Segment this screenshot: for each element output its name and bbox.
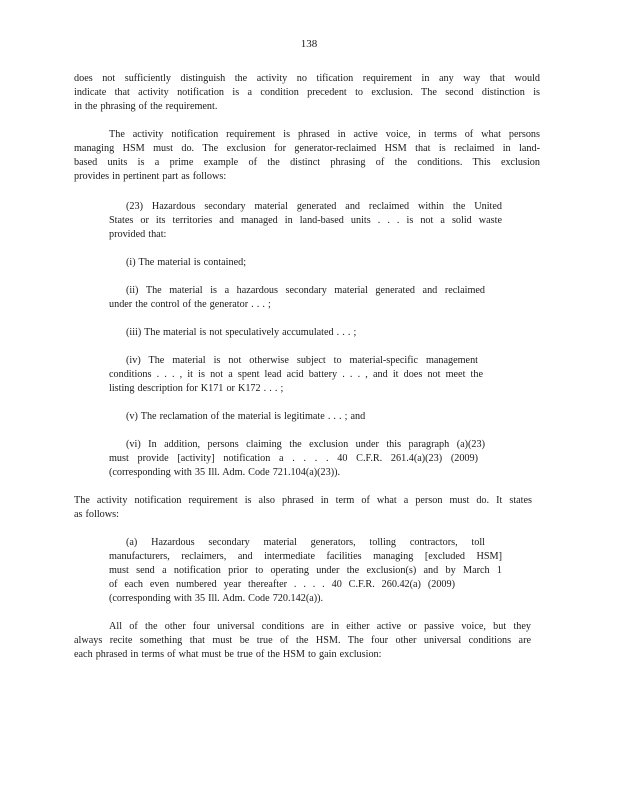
text-line: (corresponding with 35 Ill. Adm. Code 720.142(a)). <box>109 593 324 604</box>
block-quote-vi <box>109 438 502 480</box>
block-quote-i <box>109 256 502 270</box>
text-line: (iii) The material is not speculatively accumulated . . . ; <box>126 327 357 338</box>
text-line: States or its territories and managed in land-based units . . . is not a solid waste <box>109 215 502 226</box>
text-line: The activity notification requirement is also phrased in term of what a person must do. It states <box>74 495 532 506</box>
text-line: conditions . . . , it is not a spent lead acid battery . . . , and it does not meet the <box>109 369 483 380</box>
text-line: (v) The reclamation of the material is legitimate . . . ; and <box>126 411 366 422</box>
block-quote-a <box>109 536 502 606</box>
text-line: must send a notification prior to operating under the exclusion(s) and by March 1 <box>109 565 502 576</box>
text-line: each phrased in terms of what must be true of the HSM to gain exclusion: <box>74 649 382 660</box>
block-quote-v <box>109 410 502 424</box>
text-line: in the phrasing of the requirement. <box>74 101 218 112</box>
block-quote-23 <box>109 200 502 242</box>
block-quote-iii <box>109 326 502 340</box>
block-quote-iv <box>109 354 502 396</box>
text-line: under the control of the generator . . . ; <box>109 299 271 310</box>
paragraph-4 <box>74 620 540 662</box>
text-line: must provide [activity] notification a . . . . 40 C.F.R. 261.4(a)(23) (2009) <box>109 453 478 464</box>
text-line: managing HSM must do. The exclusion for generator-reclaimed HSM that is reclaimed in land- <box>74 143 540 154</box>
text-line: (i) The material is contained; <box>126 257 247 268</box>
text-line: always recite something that must be true of the HSM. The four other universal conditions are <box>74 635 531 646</box>
text-line: indicate that activity notification is a condition precedent to exclusion. The second distinction is <box>74 87 540 98</box>
block-quote-ii <box>109 284 502 312</box>
text-line: does not sufficiently distinguish the activity no tification requirement in any way that would <box>74 73 540 84</box>
text-line: (vi) In addition, persons claiming the exclusion under this paragraph (a)(23) <box>126 439 485 450</box>
text-line: (23) Hazardous secondary material generated and reclaimed within the United <box>126 201 502 212</box>
text-line: All of the other four universal conditions are in either active or passive voice, but they <box>109 621 531 632</box>
text-line: provided that: <box>109 229 167 240</box>
text-line: (corresponding with 35 Ill. Adm. Code 721.104(a)(23)). <box>109 467 341 478</box>
text-line: provides in pertinent part as follows: <box>74 171 227 182</box>
paragraph-3 <box>74 494 540 522</box>
text-line: based units is a prime example of the distinct phrasing of the conditions. This exclusion <box>74 157 540 168</box>
text-line: (ii) The material is a hazardous secondary material generated and reclaimed <box>126 285 485 296</box>
text-line: (iv) The material is not otherwise subject to material-specific management <box>126 355 478 366</box>
paragraph-1 <box>74 72 540 114</box>
text-line: The activity notification requirement is phrased in active voice, in terms of what persons <box>109 129 540 140</box>
text-line: as follows: <box>74 509 119 520</box>
paragraph-2 <box>74 128 540 184</box>
text-line: manufacturers, reclaimers, and intermediate facilities managing [excluded HSM] <box>109 551 502 562</box>
text-line: of each even numbered year thereafter . . . . 40 C.F.R. 260.42(a) (2009) <box>109 579 455 590</box>
text-line: (a) Hazardous secondary material generators, tolling contractors, toll <box>126 537 485 548</box>
text-line: listing description for K171 or K172 . . . ; <box>109 383 284 394</box>
page-number: 138 <box>300 38 318 50</box>
